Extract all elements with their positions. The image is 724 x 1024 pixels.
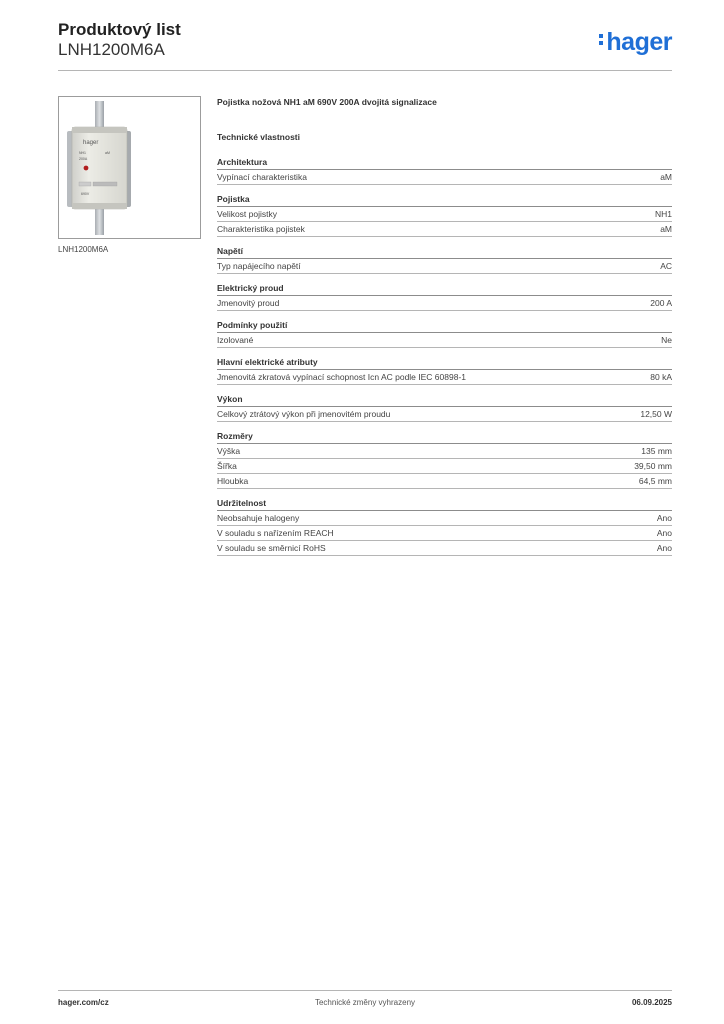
fuse-size-label: NH1 [79,151,87,155]
spec-value: aM [660,172,672,182]
spec-section [217,156,672,185]
logo-dots-icon [599,31,604,48]
spec-section [217,282,672,311]
fuse-brand-label: hager [83,140,99,146]
footer-notice: Technické změny vyhrazeny [314,998,416,1007]
spec-section-title: Pojistka [217,193,672,207]
spec-section [217,430,672,489]
spec-row [217,474,672,489]
spec-row [217,296,672,311]
spec-section-title: Rozměry [217,430,672,444]
spec-value: 39,50 mm [634,461,672,471]
fuse-voltage-label: 690V [81,192,90,196]
footer-date: 06.09.2025 [631,998,672,1007]
spec-label: Izolované [217,335,254,345]
logo-text: hager [606,28,672,56]
footer-website: hager.com/cz [58,998,109,1007]
spec-value: Ano [656,543,672,553]
spec-label: Celkový ztrátový výkon při jmenovitém proudu [217,409,391,419]
spec-value: Ano [656,513,672,523]
spec-row [217,444,672,459]
header-divider [58,70,672,71]
spec-section-title: Podmínky použití [217,319,672,333]
page-header [58,20,672,70]
spec-value: Ne [661,335,672,345]
indicator-dot-icon [84,166,89,171]
spec-row [217,170,672,185]
product-code: LNH1200M6A [58,40,165,59]
spec-value: 64,5 mm [638,476,672,486]
page-title: Produktový list [58,20,181,39]
spec-row [217,459,672,474]
spec-section [217,393,672,422]
fuse-body [72,127,127,209]
spec-section-title: Výkon [217,393,672,407]
spec-section-title: Elektrický proud [217,282,672,296]
spec-value: 135 mm [641,446,672,456]
spec-value: AC [660,261,672,271]
spec-label: V souladu s nařízením REACH [217,528,334,538]
spec-row [217,333,672,348]
spec-row [217,511,672,526]
spec-value: 200 A [650,298,672,308]
spec-row [217,259,672,274]
spec-section [217,193,672,237]
spec-section-title: Hlavní elektrické atributy [217,356,672,370]
product-image [58,96,201,239]
spec-label: Neobsahuje halogeny [217,513,300,523]
spec-section [217,356,672,385]
spec-section [217,497,672,556]
tech-properties-title: Technické vlastnosti [217,132,300,142]
spec-section-title: Napětí [217,245,672,259]
spec-value: NH1 [654,209,672,219]
spec-label: Charakteristika pojistek [217,224,305,234]
fuse-current-label: 200A [79,157,88,161]
spec-section-title: Udržitelnost [217,497,672,511]
fuse-class-label: aM [105,151,110,155]
spec-label: Hloubka [217,476,249,486]
spec-row [217,407,672,422]
spec-label: Jmenovitá zkratová vypínací schopnost Icn AC podle IEC 60898-1 [217,372,466,382]
spec-label: V souladu se směrnicí RoHS [217,543,326,553]
spec-section-title: Architektura [217,156,672,170]
spec-value: Ano [656,528,672,538]
spec-row [217,541,672,556]
spec-value: 80 kA [650,372,672,382]
spec-label: Jmenovitý proud [217,298,280,308]
specifications [217,95,672,564]
top-blade [95,101,104,131]
spec-label: Šířka [217,461,237,471]
spec-row [217,207,672,222]
product-name: Pojistka nožová NH1 aM 690V 200A dvojitá signalizace [217,97,437,107]
spec-value: aM [660,224,672,234]
spec-label: Výška [217,446,241,456]
spec-section [217,245,672,274]
product-image-caption: LNH1200M6A [58,245,109,254]
footer-divider [58,990,672,991]
spec-row [217,370,672,385]
spec-sections [217,156,672,556]
spec-row [217,222,672,237]
spec-section [217,319,672,348]
hager-logo [599,28,672,57]
spec-row [217,526,672,541]
spec-label: Vypínací charakteristika [217,172,307,182]
spec-label: Velikost pojistky [217,209,277,219]
spec-label: Typ napájecího napětí [217,261,301,271]
spec-value: 12,50 W [640,409,672,419]
fuse-illustration [59,97,200,238]
